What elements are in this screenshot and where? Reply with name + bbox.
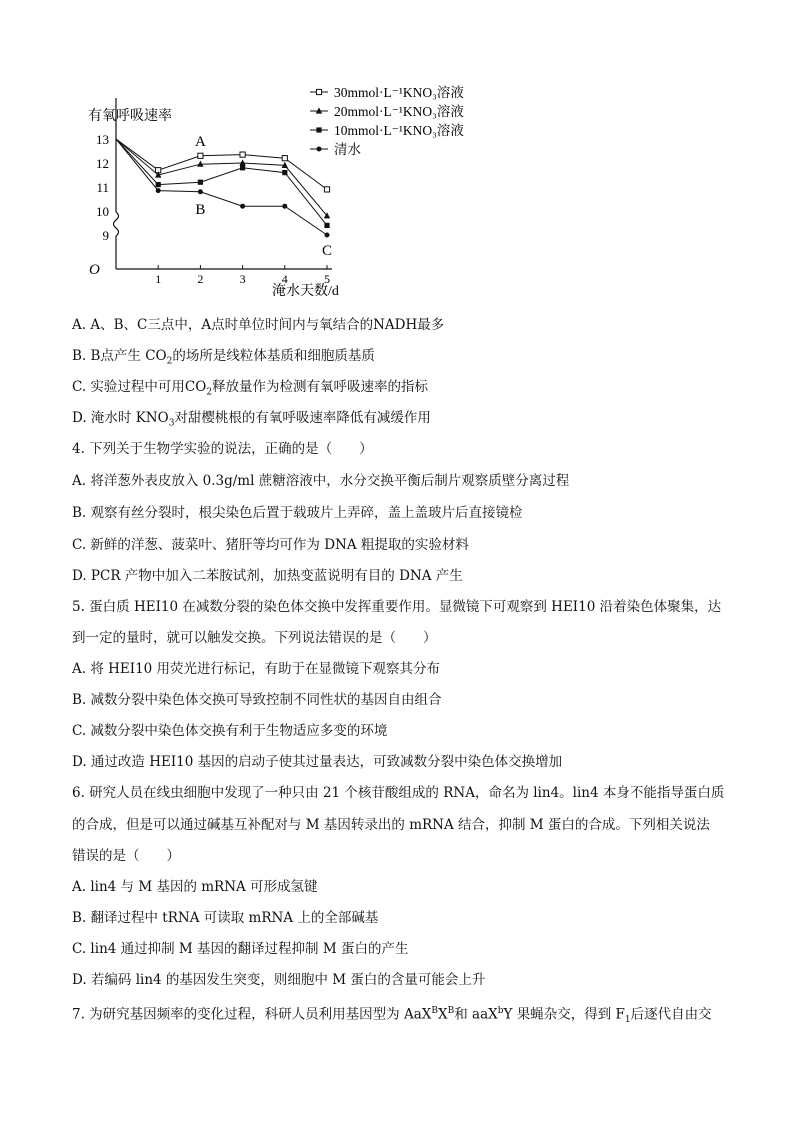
data-point [156, 182, 161, 187]
legend-marker [316, 127, 321, 132]
legend-entry: 清水 [334, 142, 361, 157]
x-tick-label: 4 [281, 272, 288, 286]
y-axis-break [114, 212, 119, 236]
data-point [198, 180, 203, 185]
data-point [240, 165, 245, 170]
legend-marker [317, 147, 322, 152]
q4-option-c: C. 新鲜的洋葱、菠菜叶、猪肝等均可作为 DNA 粗提取的实验材料 [72, 537, 469, 553]
y-axis-label: 有氧呼吸速率 [88, 109, 172, 124]
y-tick-label: 11 [96, 180, 109, 195]
data-point [240, 204, 245, 209]
legend-entry: 30mmol·L⁻¹KNO₃溶液 [334, 85, 464, 100]
q4-stem: 4. 下列关于生物学实验的说法，正确的是（ ） [72, 441, 373, 457]
series-line-3 [116, 139, 327, 225]
data-point [282, 156, 287, 161]
y-tick-label: 12 [96, 156, 109, 171]
q7-stem: 7. 为研究基因频率的变化过程，科研人员利用基因型为 $AaX^BX^B$和 aaX$^b$Y 果蝇杂交，得到 $F_1$后逐代自由交 [72, 1006, 712, 1026]
y-tick-label: 9 [102, 228, 109, 243]
q5-option-a: A. 将 HEI10 用荧光进行标记，有助于在显微镜下观察其分布 [72, 661, 441, 677]
series-line-4 [116, 139, 327, 235]
data-point [198, 189, 203, 194]
q6-stem-line3: 错误的是（ ） [72, 848, 180, 864]
q4-option-b: B. 观察有丝分裂时，根尖染色后置于载玻片上弄碎，盖上盖玻片后直接镜检 [72, 505, 523, 521]
x-tick-label: 3 [239, 272, 246, 286]
chart-axes [88, 98, 339, 299]
data-point [325, 233, 330, 238]
q3-option-a: A. A、B、C三点中，A点时单位时间内与氧结合的NADH最多 [72, 317, 445, 333]
y-tick-label: 13 [96, 132, 109, 147]
chart-legend [310, 84, 464, 157]
q6-option-c: C. lin4 通过抑制 M 基因的翻译过程抑制 M 蛋白的产生 [72, 941, 409, 957]
data-point [198, 153, 203, 158]
q5-option-d: D. 通过改造 HEI10 基因的启动子使其过量表达，可致减数分裂中染色体交换增加 [72, 754, 563, 770]
q5-option-b: B. 减数分裂中染色体交换可导致控制不同性状的基因自由组合 [72, 692, 442, 708]
series-line-1 [116, 139, 327, 189]
data-point [282, 170, 287, 175]
data-point [324, 187, 329, 192]
point-label: C [321, 243, 333, 259]
q6-option-a: A. lin4 与 M 基因的 mRNA 可形成氢键 [72, 879, 318, 895]
q3-option-d: D. 淹水时 $KNO_3$对甜樱桃根的有氧呼吸速率降低有减缓作用 [72, 410, 431, 429]
q3-option-b: B. B点产生 $CO_2$的场所是线粒体基质和细胞质基质 [72, 348, 375, 367]
origin-label: O [89, 262, 100, 278]
x-axis-label: 淹水天数/d [272, 284, 339, 299]
q6-option-d: D. 若编码 lin4 的基因发生突变，则细胞中 M 蛋白的含量可能会上升 [72, 972, 486, 988]
q4-option-a: A. 将洋葱外表皮放入 0.3g/ml 蔗糖溶液中，水分交换平衡后制片观察质壁分离过程 [72, 473, 570, 489]
legend-entry: 20mmol·L⁻¹KNO₃溶液 [334, 104, 464, 119]
legend-marker [316, 89, 321, 94]
data-point [324, 223, 329, 228]
q5-option-c: C. 减数分裂中染色体交换有利于生物适应多变的环境 [72, 723, 388, 739]
point-label: A [194, 133, 206, 150]
q6-option-b: B. 翻译过程中 tRNA 可读取 mRNA 上的全部碱基 [72, 910, 379, 926]
q5-stem-line1: 5. 蛋白质 HEI10 在减数分裂的染色体交换中发挥重要作用。显微镜下可观察到 HEI10 沿着染色体聚集，达 [72, 599, 722, 615]
x-tick-label: 1 [155, 272, 162, 286]
data-point [239, 159, 245, 165]
legend-entry: 10mmol·L⁻¹KNO₃溶液 [334, 123, 464, 138]
x-tick-label: 5 [324, 272, 330, 286]
data-point [156, 188, 161, 193]
q3-option-c: C. 实验过程中可用$CO_2$释放量作为检测有氧呼吸速率的指标 [72, 379, 429, 398]
q4-option-d: D. PCR 产物中加入二苯胺试剂，加热变蓝说明有目的 DNA 产生 [72, 568, 463, 584]
data-point [282, 204, 287, 209]
q6-stem-line1: 6. 研究人员在线虫细胞中发现了一种只由 21 个核苷酸组成的 RNA，命名为 lin4。lin4 本身不能指导蛋白质 [72, 785, 725, 801]
point-label: B [195, 201, 206, 218]
data-point [240, 152, 245, 157]
q5-stem-line2: 到一定的量时，就可以触发交换。下列说法错误的是（ ） [72, 630, 437, 646]
respiration-rate-chart [84, 78, 484, 304]
x-tick-label: 2 [197, 272, 204, 286]
q6-stem-line2: 的合成，但是可以通过碱基互补配对与 M 基因转录出的 mRNA 结合，抑制 M 蛋白的合成。下列相关说法 [72, 817, 710, 833]
chart-series [116, 134, 332, 259]
y-tick-label: 10 [96, 204, 109, 219]
